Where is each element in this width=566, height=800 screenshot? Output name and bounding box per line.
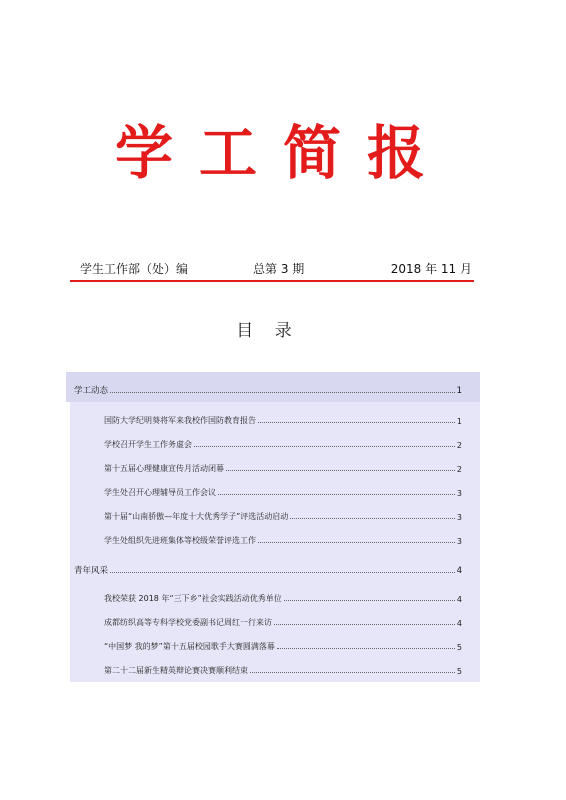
toc-item-entry[interactable] [104,640,462,652]
toc-entry-title: 第十届“山南骄傲—年度十大优秀学子”评选活动启动 [104,512,289,521]
toc-leader-dots [194,446,455,447]
toc-leader-dots [110,572,455,573]
toc-entry-page: 3 [456,537,462,546]
table-of-contents [70,376,480,682]
toc-leader-dots [284,600,455,601]
issue-info [70,260,474,278]
toc-entry-page: 4 [456,566,462,576]
toc-entry-title: 第二十二届新生精英辩论赛决赛顺利结束 [104,666,248,675]
toc-leader-dots [218,494,455,495]
toc-entry-title: 成都纺织高等专科学校党委副书记周红一行来访 [104,618,272,627]
toc-leader-dots [110,392,455,393]
toc-entry-title: 我校荣获 2018 年“三下乡”社会实践活动优秀单位 [104,594,282,603]
toc-item-entry[interactable] [104,616,462,628]
toc-entry-page: 3 [456,513,462,522]
toc-item-entry[interactable] [104,510,462,522]
toc-item-entry[interactable] [104,592,462,604]
header-divider [70,280,474,282]
toc-leader-dots [274,624,455,625]
toc-entry-page: 4 [456,619,462,628]
toc-entry-title: 学工动态 [74,386,109,396]
toc-leader-dots [226,470,455,471]
toc-section-entry[interactable] [74,564,462,576]
toc-entry-page: 2 [456,441,462,450]
masthead-char: 学 [114,119,199,187]
toc-section-entry[interactable] [74,384,462,396]
toc-entry-title: “中国梦 我的梦”第十五届校园歌手大赛圆满落幕 [104,642,275,651]
toc-entry-title: 青年风采 [74,566,109,576]
toc-entry-page: 1 [456,417,462,426]
toc-leader-dots [258,542,455,543]
toc-entry-page: 4 [456,595,462,604]
editor-department: 学生工作部（处）编 [80,262,189,276]
masthead-char: 简 [283,119,368,187]
toc-entry-page: 3 [456,489,462,498]
toc-item-entry[interactable] [104,438,462,450]
masthead-title [0,118,566,188]
toc-entry-title: 学校召开学生工作务虚会 [104,440,192,449]
masthead-char: 工 [198,119,283,187]
toc-entry-page: 2 [456,465,462,474]
issue-date: 2018 年 11 月 [390,262,472,276]
issue-number: 总第 3 期 [253,262,305,276]
toc-item-entry[interactable] [104,664,462,676]
masthead-char: 报 [367,119,452,187]
toc-leader-dots [258,422,455,423]
toc-entry-page: 5 [456,667,462,676]
toc-item-entry[interactable] [104,414,462,426]
toc-heading: 目 录 [236,321,300,341]
toc-leader-dots [290,518,455,519]
toc-item-entry[interactable] [104,486,462,498]
toc-entry-title: 第十五届心理健康宣传月活动闭幕 [104,464,224,473]
toc-item-entry[interactable] [104,462,462,474]
toc-entry-title: 学生处组织先进班集体等校级荣誉评选工作 [104,536,256,545]
toc-entry-title: 国防大学纪明葵将军来我校作国防教育报告 [104,416,256,425]
toc-entry-page: 1 [456,386,462,396]
toc-entry-page: 5 [456,643,462,652]
toc-leader-dots [250,672,455,673]
toc-leader-dots [277,648,455,649]
toc-item-entry[interactable] [104,534,462,546]
toc-entry-title: 学生处召开心理辅导员工作会议 [104,488,216,497]
